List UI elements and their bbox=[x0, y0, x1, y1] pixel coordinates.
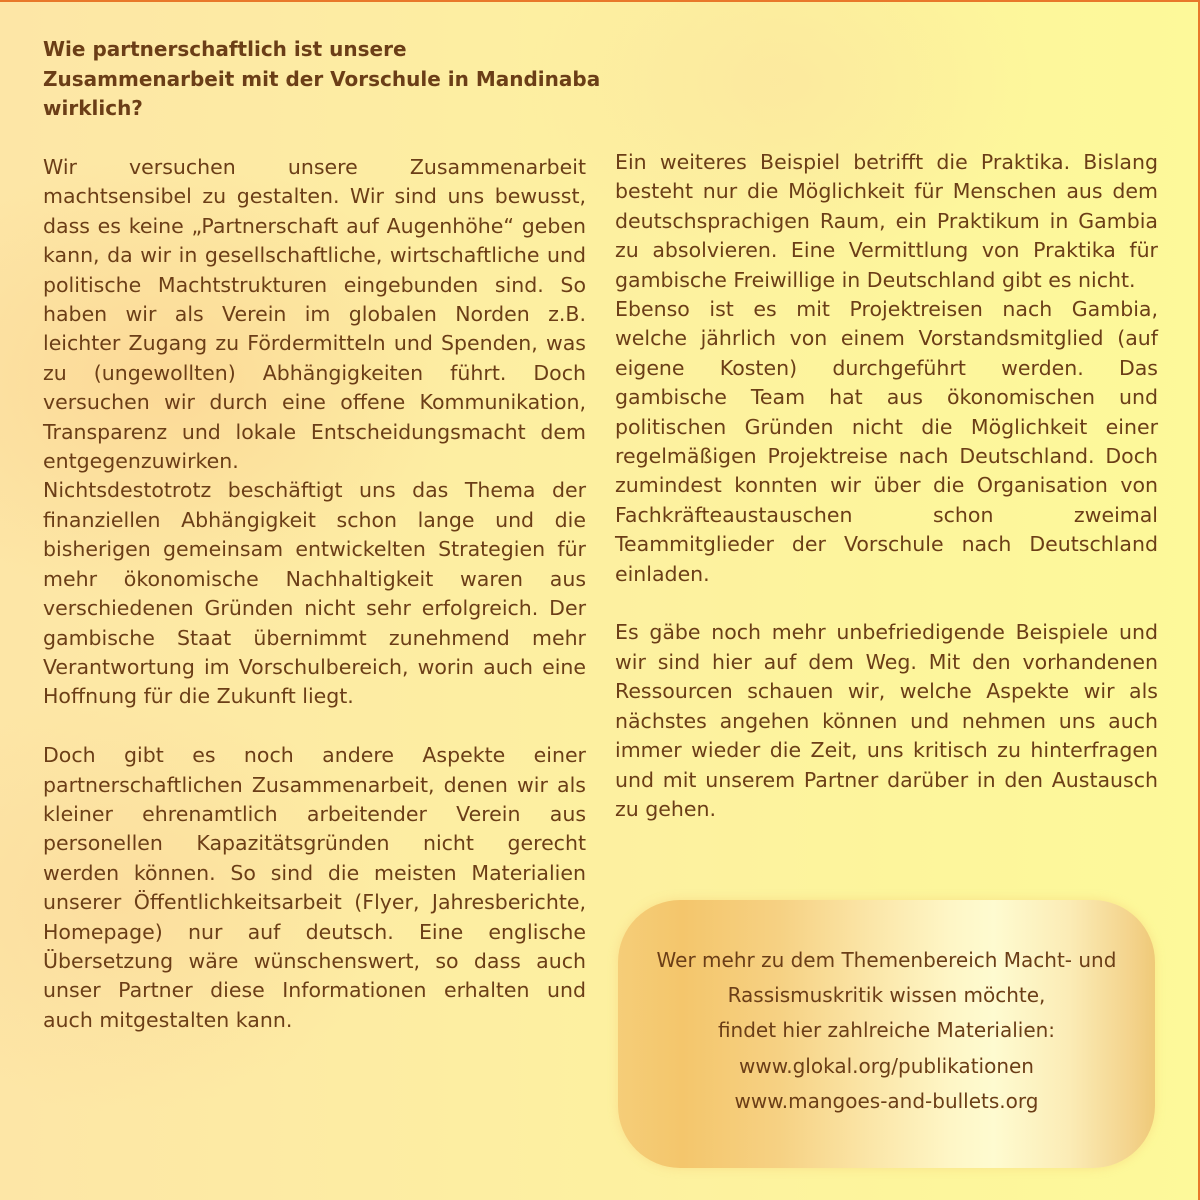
right-column bbox=[615, 148, 1158, 824]
info-line-1: Wer mehr zu dem Themenbereich Macht- und bbox=[656, 947, 1117, 972]
left-column bbox=[43, 153, 586, 1035]
page-heading: Wie partnerschaftlich ist unsere Zusammenarbeit mit der Vorschule in Mandinaba wirklich? bbox=[43, 37, 601, 120]
right-paragraph-3: Es gäbe noch mehr unbefriedigende Beispiele und wir sind hier auf dem Weg. Mit den vorhandenen Ressourcen schauen wir, welche Aspekte wir als nächstes angehen können und nehmen uns auch immer wieder die Zeit, uns kritisch zu hinterfragen und mit unserem Partner darüber in den Austausch zu gehen. bbox=[615, 620, 1158, 821]
link-mangoes-and-bullets[interactable]: www.mangoes-and-bullets.org bbox=[734, 1088, 1039, 1113]
right-paragraph-2: Ebenso ist es mit Projektreisen nach Gambia, welche jährlich von einem Vorstandsmitglied (auf eigene Kosten) durchgeführt werden. Das gambische Team hat aus ökonomischen und politischen Gründen nicht die Möglichkeit einer regelmäßigen Projektreise nach Deutschland. Doch zumindest konnten wir über die Organisation von Fachkräfteaustauschen schon zweimal Teammitglieder der Vorschule nach Deutschland einladen. bbox=[615, 297, 1158, 586]
link-glokal[interactable]: www.glokal.org/publikationen bbox=[739, 1053, 1034, 1078]
paragraph-spacer bbox=[43, 712, 586, 741]
info-box bbox=[618, 900, 1155, 1168]
info-link-1-row bbox=[739, 1049, 1034, 1084]
info-link-2-row bbox=[735, 1084, 1039, 1119]
paragraph-spacer bbox=[615, 589, 1158, 618]
left-paragraph-3: Doch gibt es noch andere Aspekte einer partnerschaftlichen Zusammenarbeit, denen wir als kleiner ehrenamtlich arbeitender Verein aus personellen Kapazitätsgründen nicht gerecht werden können. So sind die meisten Materialien unserer Öffentlichkeitsarbeit (Flyer, Jahresberichte, Homepage) nur auf deutsch. Eine englische Übersetzung wäre wünschenswert, so dass auch unser Partner diese Informationen erhalten und auch mitgestalten kann. bbox=[43, 743, 586, 1032]
info-line-2: Rassismuskritik wissen möchte, bbox=[727, 983, 1046, 1008]
right-paragraph-1: Ein weiteres Beispiel betrifft die Praktika. Bislang besteht nur die Möglichkeit für Menschen aus dem deutschsprachigen Raum, ein Praktikum in Gambia zu absolvieren. Eine Vermittlung von Praktika für gambische Freiwillige in Deutschland gibt es nicht. bbox=[615, 150, 1158, 292]
left-paragraph-1: Wir versuchen unsere Zusammenarbeit machtsensibel zu gestalten. Wir sind uns bewusst, dass es keine „Partnerschaft auf Augenhöhe“ geben kann, da wir in gesellschaftliche, wirtschaftliche und politische Machtstrukturen eingebunden sind. So haben wir als Verein im globalen Norden z.B. leichter Zugang zu Fördermitteln und Spenden, was zu (ungewollten) Abhängigkeiten führt. Doch versuchen wir durch eine offene Kommunikation, Transparenz und lokale Entscheidungsmacht dem entgegenzuwirken. bbox=[43, 155, 586, 474]
info-line-3: findet hier zahlreiche Materialien: bbox=[717, 1018, 1056, 1043]
left-paragraph-2: Nichtsdestotrotz beschäftigt uns das Thema der finanziellen Abhängigkeit schon lange und die bisherigen gemeinsam entwickelten Strategien für mehr ökonomische Nachhaltigkeit waren aus verschiedenen Gründen nicht sehr erfolgreich. Der gambische Staat übernimmt zunehmend mehr Verantwortung im Vorschulbereich, worin auch eine Hoffnung für die Zukunft liegt. bbox=[43, 478, 586, 709]
